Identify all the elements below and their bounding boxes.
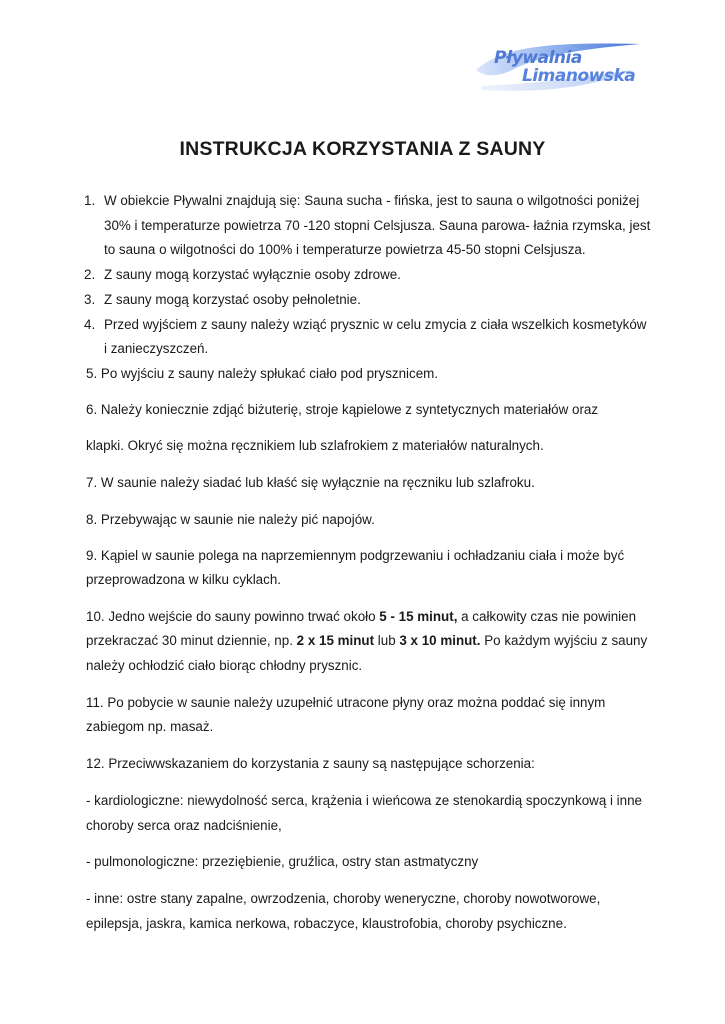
paragraph-9-cont: przeprowadzona w kilku cyklach.	[86, 572, 281, 587]
list-item-text: Przed wyjściem z sauny należy wziąć prysznic w celu zmycia z ciała wszelkich kosmetyków	[104, 317, 647, 332]
p10-text: przekraczać 30 minut dziennie, np.	[86, 633, 297, 648]
paragraph-10	[86, 609, 636, 624]
contraindication-cardiological-cont: choroby serca oraz nadciśnienie,	[86, 818, 282, 833]
contraindication-pulmonological: - pulmonologiczne: przeziębienie, gruźlica, ostry stan astmatyczny	[86, 854, 479, 869]
list-item-text: to sauna o wilgotności do 100% i temperaturze powietrza 45-50 stopni Celsjusza.	[104, 242, 586, 257]
list-item-text: 30% i temperaturze powietrza 70 -120 stopni Celsjusza. Sauna parowa- łaźnia rzymska, jest	[104, 218, 651, 233]
p10-text: a całkowity czas nie powinien	[457, 609, 637, 624]
paragraph-12: 12. Przeciwwskazaniem do korzystania z sauny są następujące schorzenia:	[86, 756, 535, 771]
paragraph-10-cont	[86, 633, 647, 648]
p10-example-2: 3 x 10 minut.	[399, 633, 481, 648]
paragraph-11: 11. Po pobycie w saunie należy uzupełnić utracone płyny oraz można poddać się innym	[86, 695, 606, 710]
list-item-text: Z sauny mogą korzystać osoby pełnoletnie.	[104, 292, 361, 307]
list-item-number: 2.	[84, 267, 96, 282]
list-item-number: 4.	[84, 317, 96, 332]
contraindication-other-cont: epilepsja, jaskra, kamica nerkowa, robaczyce, klaustrofobia, choroby psychiczne.	[86, 916, 567, 931]
paragraph-11-cont: zabiegom np. masaż.	[86, 719, 214, 734]
paragraph-7: 7. W saunie należy siadać lub kłaść się wyłącznie na ręczniku lub szlafroku.	[86, 475, 535, 490]
list-item-number: 3.	[84, 292, 96, 307]
logo-text-line1: Pływalnia	[494, 48, 582, 68]
contraindication-cardiological: - kardiologiczne: niewydolność serca, krążenia i wieńcowa ze stenokardią spoczynkową i inne	[86, 793, 642, 808]
paragraph-6-cont: klapki. Okryć się można ręcznikiem lub szlafrokiem z materiałów naturalnych.	[86, 438, 544, 453]
list-item-text: i zanieczyszczeń.	[104, 341, 209, 356]
p10-text: 10. Jedno wejście do sauny powinno trwać około	[86, 609, 380, 624]
p10-duration: 5 - 15 minut,	[379, 609, 458, 624]
paragraph-5: 5. Po wyjściu z sauny należy spłukać ciało pod prysznicem.	[86, 366, 439, 381]
paragraph-10-cont2: należy ochłodzić ciało biorąc chłodny prysznic.	[86, 658, 363, 673]
p10-text: Po każdym wyjściu z sauny	[480, 633, 648, 648]
list-item-text: W obiekcie Pływalni znajdują się: Sauna sucha - fińska, jest to sauna o wilgotności poniżej	[104, 193, 640, 208]
logo	[472, 40, 644, 96]
paragraph-9: 9. Kąpiel w saunie polega na naprzemiennym podgrzewaniu i ochładzaniu ciała i może być	[86, 548, 625, 563]
list-item-number: 1.	[84, 193, 96, 208]
p10-example-1: 2 x 15 minut	[296, 633, 375, 648]
list-item-text: Z sauny mogą korzystać wyłącznie osoby zdrowe.	[104, 267, 401, 282]
contraindication-other: - inne: ostre stany zapalne, owrzodzenia, choroby weneryczne, choroby nowotworowe,	[86, 891, 601, 906]
paragraph-6: 6. Należy koniecznie zdjąć biżuterię, stroje kąpielowe z syntetycznych materiałów oraz	[86, 402, 599, 417]
paragraph-8: 8. Przebywając w saunie nie należy pić napojów.	[86, 512, 375, 527]
page-title: INSTRUKCJA KORZYSTANIA Z SAUNY	[179, 138, 546, 160]
logo-text-line2: Limanowska	[522, 66, 636, 86]
p10-text: lub	[374, 633, 400, 648]
